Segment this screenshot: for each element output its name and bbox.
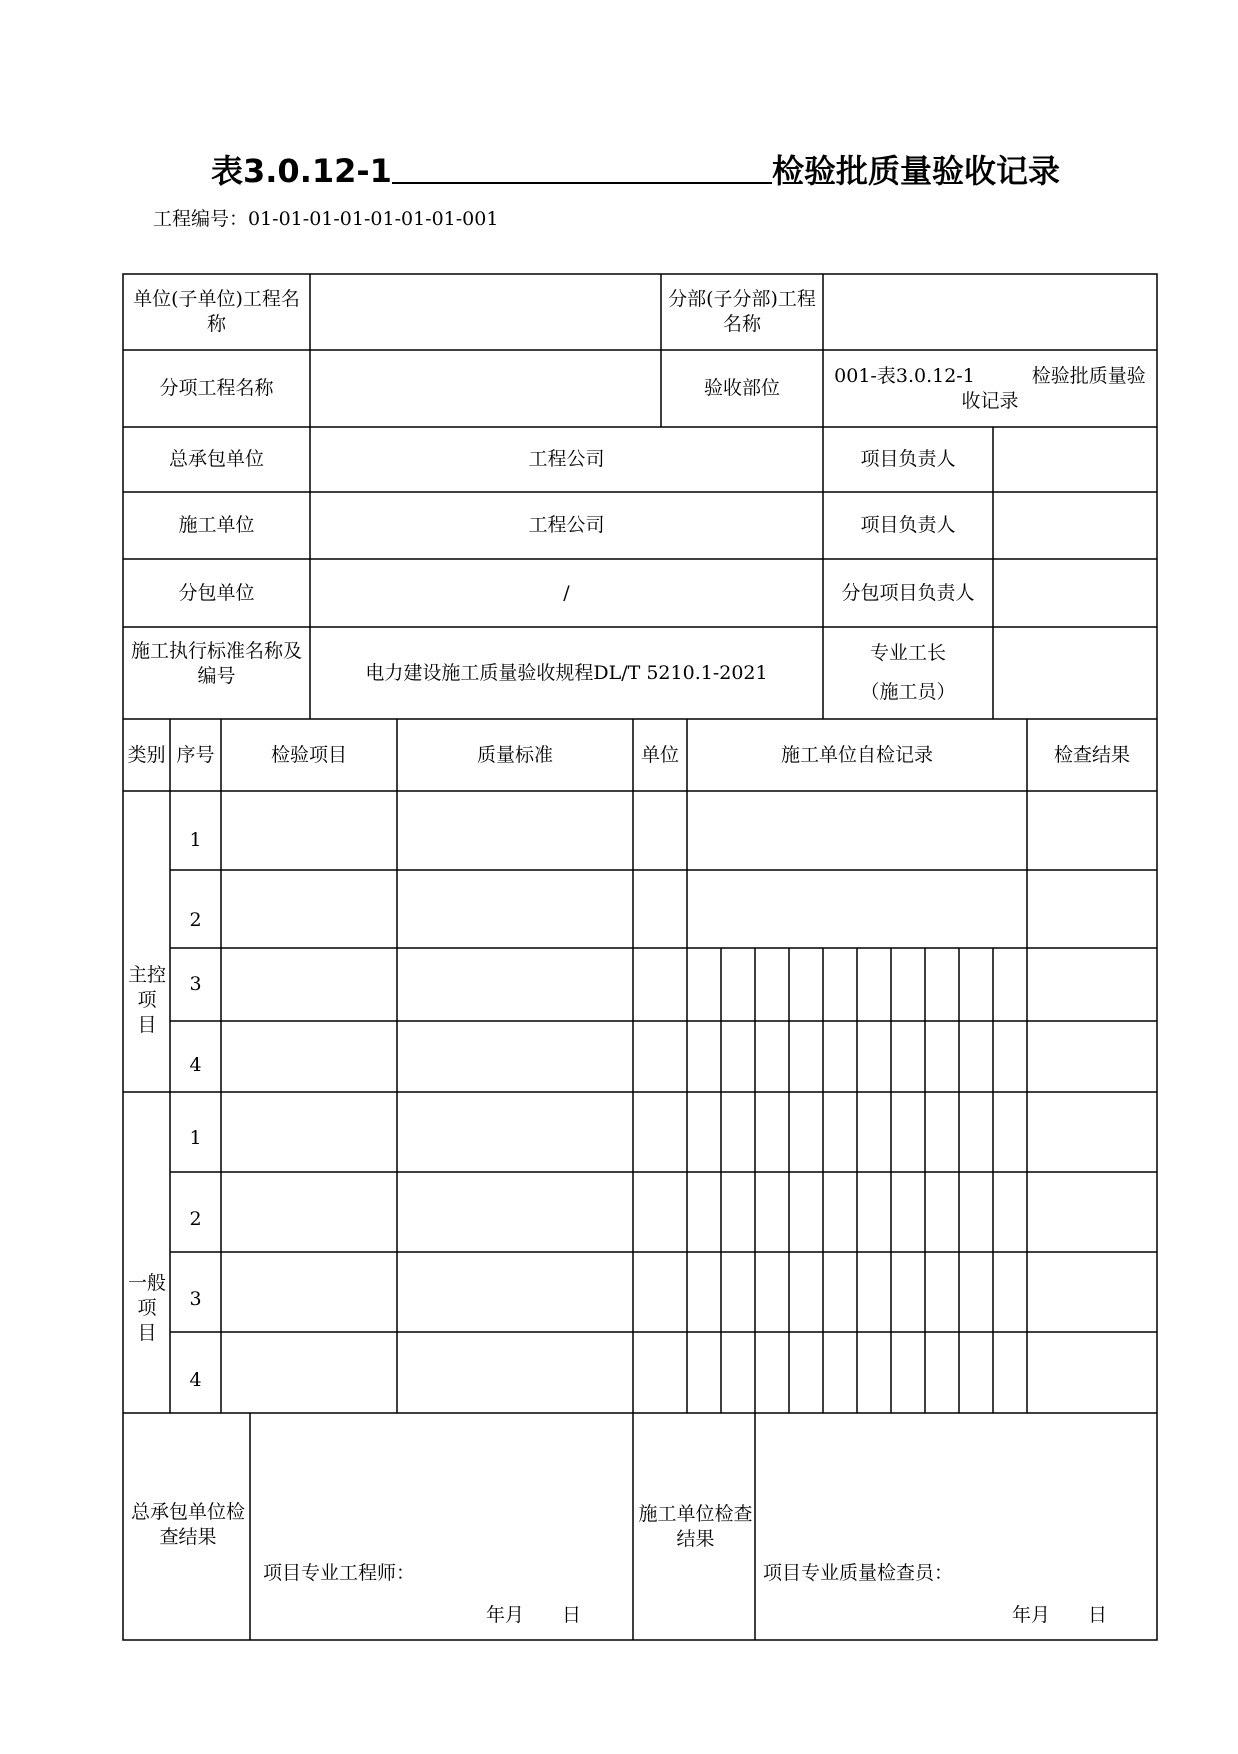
cu-inspector-label: 项目专业质量检查员： — [763, 1562, 954, 1584]
acceptance-part-value: 001-表3.0.12-1 检验批质量验收记录 — [834, 364, 1146, 412]
construction-unit-value: 工程公司 — [528, 514, 605, 536]
general-row-3-seq: 3 — [189, 1287, 202, 1310]
unit-project-field[interactable] — [312, 276, 659, 348]
foreman-label: 专业工长 — [869, 642, 946, 664]
project-number: 工程编号：01-01-01-01-01-01-01-001 — [153, 208, 499, 230]
unit-project-label: 单位(子单位)工程名称 — [133, 288, 300, 335]
col-seq: 序号 — [176, 743, 215, 766]
col-result: 检查结果 — [1053, 743, 1130, 766]
gc-date: 年月 日 — [486, 1604, 582, 1626]
main-row-4-seq: 4 — [189, 1054, 202, 1076]
foreman-sub-label: （施工员） — [860, 681, 956, 703]
main-row-1-seq: 1 — [189, 829, 202, 851]
general-row-2-seq: 2 — [189, 1207, 202, 1230]
col-standard: 质量标准 — [476, 743, 553, 766]
general-items-label: 一般项 目 — [127, 1271, 166, 1344]
cu-date: 年月 日 — [1012, 1604, 1108, 1626]
sub-leader-field[interactable] — [995, 561, 1155, 625]
project-leader-field[interactable] — [995, 429, 1155, 490]
general-contractor-value: 工程公司 — [528, 448, 605, 470]
subitem-label: 分项工程名称 — [159, 377, 274, 399]
title-suffix: 检验批质量验收记录 — [771, 152, 1060, 190]
subcontractor-label: 分包单位 — [178, 581, 255, 604]
general-contractor-label: 总承包单位 — [168, 448, 264, 470]
construction-leader-label: 项目负责人 — [860, 514, 956, 536]
division-label: 分部(子分部)工程名称 — [668, 288, 816, 335]
division-field[interactable] — [825, 276, 1155, 348]
col-category: 类别 — [127, 743, 166, 766]
general-row-4-seq: 4 — [189, 1369, 202, 1391]
gc-engineer-label: 项目专业工程师： — [263, 1562, 416, 1584]
subitem-field[interactable] — [312, 352, 659, 425]
subcontractor-value: / — [563, 581, 570, 604]
main-control-label: 主控项 目 — [127, 963, 166, 1036]
project-leader-label: 项目负责人 — [860, 448, 956, 470]
construction-leader-field[interactable] — [995, 494, 1155, 557]
cu-check-label: 施工单位检查结果 — [638, 1503, 753, 1550]
col-unit: 单位 — [640, 743, 679, 766]
general-row-1-seq: 1 — [189, 1126, 202, 1149]
col-item: 检验项目 — [270, 743, 347, 766]
foreman-label-group — [825, 629, 991, 717]
main-row-2-seq: 2 — [189, 908, 202, 931]
main-row-3-seq: 3 — [189, 973, 202, 995]
acceptance-part-label: 验收部位 — [703, 377, 780, 399]
construction-unit-label: 施工单位 — [178, 514, 255, 536]
col-self-check: 施工单位自检记录 — [780, 743, 933, 766]
foreman-field[interactable] — [995, 629, 1155, 717]
standard-label: 施工执行标准名称及编号 — [130, 640, 302, 687]
title-prefix: 表3.0.12-1 — [211, 152, 392, 190]
sub-leader-label: 分包项目负责人 — [841, 581, 975, 604]
gc-check-label: 总承包单位检查结果 — [130, 1501, 245, 1548]
standard-value: 电力建设施工质量验收规程DL/T 5210.1-2021 — [365, 661, 768, 684]
